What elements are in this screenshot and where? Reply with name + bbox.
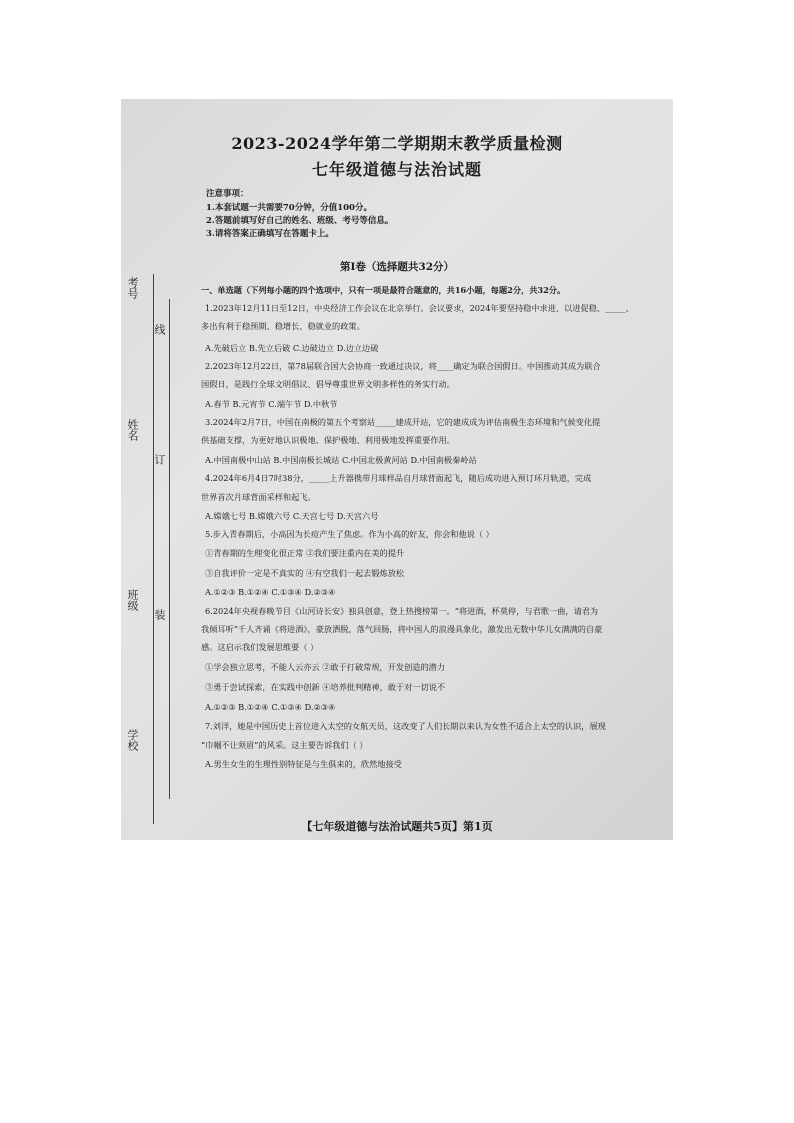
seal-mark: 装 — [153, 609, 166, 620]
binding-line-right — [169, 299, 170, 799]
class-label: 班级 — [126, 589, 139, 611]
question-line: 6.2024年央视春晚节目《山河诗长安》独具创意，登上热搜榜第一。“将进酒，杯莫停，与君歌一曲，请君为 — [205, 606, 599, 616]
question-line: 4.2024年6月4日7时38分，_____上升器携带月球样品自月球背面起飞，随后成功进入预订环月轨道，完成 — [205, 473, 592, 483]
question-line: 世界首次月球背面采样和起飞。 — [201, 492, 316, 502]
page-footer: 【七年级道德与法治试题共5页】第1页 — [301, 820, 493, 833]
exam-subtitle: 七年级道德与法治试题 — [311, 160, 482, 179]
option-line: A.男生女生的生理性别特征是与生俱来的，欣然地接受 — [205, 759, 402, 769]
question-line: 感。这启示我们发展思维要（ ） — [201, 642, 319, 652]
option-line: A.中国南极中山站 B.中国南极长城站 C.中国北极黄河站 D.中国南极秦岭站 — [205, 455, 477, 465]
choice-line: ③自我评价一定是不真实的 ④有空我们一起去锻炼放松 — [205, 568, 405, 578]
bind-mark: 订 — [153, 454, 166, 465]
note-item: 3.请将答案正确填写在答题卡上。 — [206, 229, 334, 239]
question-line: 我倾耳听”千人齐诵《将进酒》，豪放洒脱，落气回肠，将中国人的浪漫具象化，激发出无数中华儿女满满的自豪 — [201, 624, 603, 634]
school-label: 学校 — [126, 729, 139, 751]
choice-line: ①青春期的生理变化很正常 ②我们要注重内在美的提升 — [205, 548, 405, 558]
question-line: 供基础支撑，为更好地认识极地、保护极地、利用极地发挥重要作用。 — [201, 435, 455, 445]
question-line: 1.2023年12月11日至12日，中央经济工作会议在北京举行。会议要求，2024年要坚持稳中求进、以进促稳、_____、 — [205, 303, 634, 313]
question-line: 多出有利于稳预期、稳增长、稳就业的政策。 — [201, 321, 365, 331]
question-line: 5.步入青春期后，小高因为长痘产生了焦虑。作为小高的好友，你会和他说（ ） — [205, 529, 494, 539]
exam-page — [121, 99, 673, 840]
exam-number-label: 考号 — [126, 277, 139, 299]
question-line: 2.2023年12月22日，第78届联合国大会协商一致通过决议，将____确定为联合国假日。中国推动其成为联合 — [205, 361, 601, 371]
line-mark: 线 — [153, 324, 166, 335]
exam-title: 2023-2024学年第二学期期末教学质量检测 — [231, 134, 563, 153]
choice-line: ③勇于尝试探索，在实践中创新 ④培养批判精神，敢于对一切说不 — [205, 682, 446, 692]
question-line: 3.2024年2月7日，中国在南极的第五个考察站_____建成开站，它的建成成为评估南极生态环境和气候变化提 — [205, 417, 601, 427]
note-item: 2.答题前填写好自己的姓名、班级、考号等信息。 — [206, 216, 394, 226]
question-line: “巾帼不让须眉”的风采。这主要告诉我们（ ） — [201, 740, 368, 750]
option-line: A.①②③ B.①②④ C.①③④ D.②③④ — [205, 587, 336, 597]
section-instruction: 一、单选题（下列每小题的四个选项中，只有一项是最符合题意的，共16小题，每题2分，共32分。 — [201, 285, 566, 295]
notes-heading: 注意事项： — [206, 189, 249, 199]
name-label: 姓名 — [126, 419, 139, 441]
question-line: 7.刘洋，她是中国历史上首位进入太空的女航天员，这改变了人们长期以来认为女性不适合上太空的认识，展现 — [205, 721, 606, 731]
section-title: 第Ⅰ卷（选择题共32分） — [339, 261, 455, 273]
question-line: 国假日，是践行全球文明倡议、倡导尊重世界文明多样性的务实行动。 — [201, 379, 455, 389]
option-line: A.春节 B.元宵节 C.端午节 D.中秋节 — [205, 399, 338, 409]
option-line: A.嫦娥七号 B.嫦娥六号 C.天宫七号 D.天宫六号 — [205, 511, 379, 521]
note-item: 1.本套试题一共需要70分钟，分值100分。 — [206, 203, 372, 213]
option-line: A.①②③ B.①②④ C.①③④ D.②③④ — [205, 702, 336, 712]
option-line: A.先破后立 B.先立后破 C.边破边立 D.边立边破 — [205, 343, 379, 353]
binding-line-left — [153, 274, 154, 824]
choice-line: ①学会独立思考，不能人云亦云 ②敢于打破常规，开发创造的潜力 — [205, 662, 446, 672]
